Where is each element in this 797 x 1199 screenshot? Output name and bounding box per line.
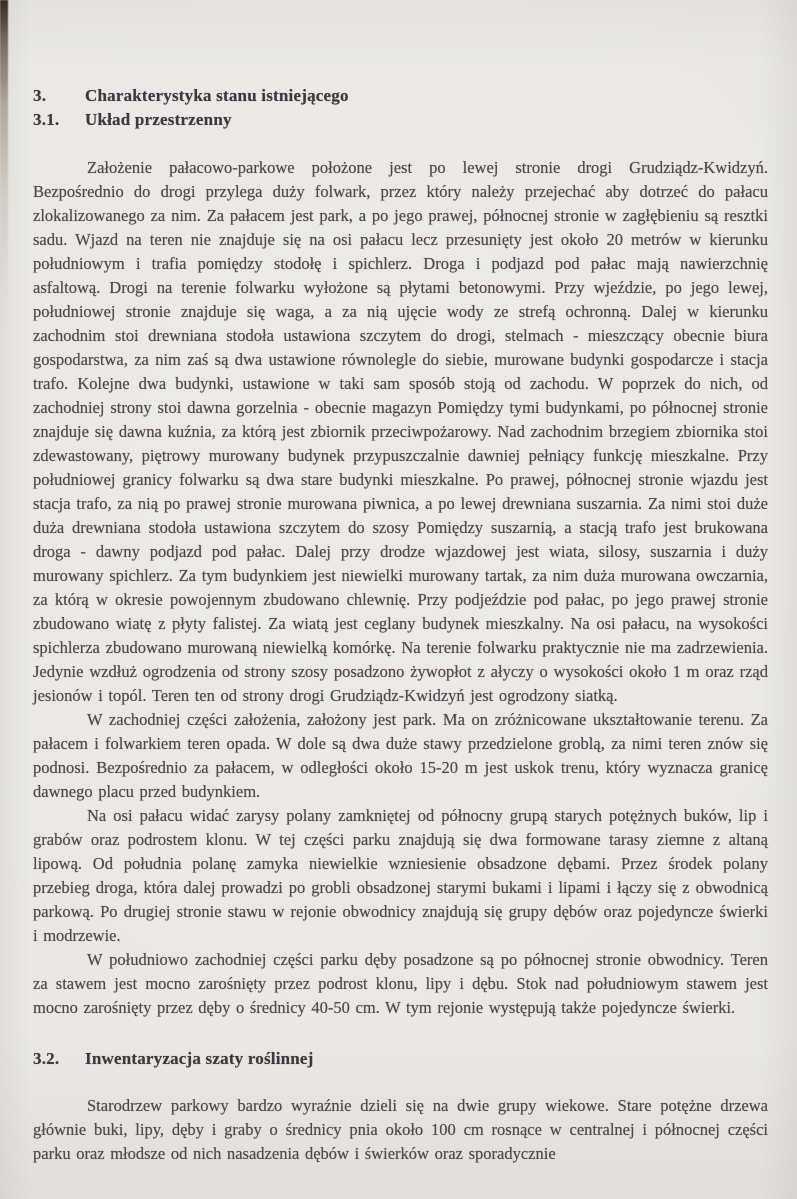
heading-number: 3.2.: [33, 1049, 60, 1068]
section-3-1-body: [33, 156, 768, 1020]
body-paragraph: W zachodniej części założenia, założony jest park. Ma on zróżnicowane ukształtowanie terenu. Za pałacem i folwarkiem teren opada. W dole są dwa duże stawy przedzielone groblą, za nimi teren znów się podnosi. Bezpośrednio za pałacem, w odległości około 15-20 m jest uskok trenu, który wyznacza granicę dawnego placu przed budynkiem.: [33, 710, 768, 801]
heading-title: Charakterystyka stanu istniejącego: [85, 86, 349, 105]
body-paragraph: Założenie pałacowo-parkowe położone jest po lewej stronie drogi Grudziądz-Kwidzyń. Bezpośrednio do drogi przylega duży folwark, przez który należy przejechać aby dotrzeć do pałacu zlokalizowanego za nim. Za pałacem jest park, a po jego prawej, północnej stronie w zagłębieniu są resztki sadu. Wjazd na teren nie znajduje się na osi pałacu lecz przesunięty jest około 20 metrów w kierunku południowym i trafia pomiędzy stodołę i spichlerz. Droga i podjazd pod pałac mają nawierzchnię asfaltową. Drogi na terenie folwarku wyłożone są płytami betonowymi. Przy wjeździe, po jego lewej, południowej stronie znajduje się waga, a za nią ujęcie wody ze strefą ochronną. Dalej w kierunku zachodnim stoi drewniana stodoła ustawiona szczytem do drogi, stelmach - mieszczący obecnie biura gospodarstwa, za nim zaś są dwa ustawione równolegle do siebie, murowane budynki gospodarcze i stacja trafo. Kolejne dwa budynki, ustawione w taki sam sposób stoją od zachodu. W poprzek do nich, od zachodniej strony stoi dawna gorzelnia - obecnie magazyn Pomiędzy tymi budynkami, po północnej stronie znajduje się dawna kuźnia, za którą jest zbiornik przeciwpożarowy. Nad zachodnim brzegiem zbiornika stoi zdewastowany, piętrowy murowany budynek przypuszczalnie dawniej pełniący funkcję mieszkalne. Przy południowej granicy folwarku są dwa stare budynki mieszkalne. Po prawej, północnej stronie wjazdu jest stacja trafo, za nią po prawej stronie murowana piwnica, a po lewej drewniana suszarnia. Za nimi stoi duże duża drewniana stodoła ustawiona szczytem do szosy Pomiędzy suszarnią, a stacją trafo jest brukowana droga - dawny podjazd pod pałac. Dalej przy drodze wjazdowej jest wiata, silosy, suszarnia i duży murowany spichlerz. Za tym budynkiem jest niewielki murowany tartak, za nim duża murowana owczarnia, za którą w okresie powojennym zbudowano chlewnię. Przy podjeździe pod pałac, po jego prawej stronie zbudowano wiatę z płyty falistej. Za wiatą jest ceglany budynek mieszkalny. Na osi pałacu, na wysokości spichlerza zbudowano murowaną niewielką komórkę. Na terenie folwarku praktycznie nie ma zadrzewienia. Jedynie wzdłuż ogrodzenia od strony szosy posadzono żywopłot z ałyczy o wysokości około 1 m oraz rząd jesionów i topól. Teren ten od strony drogi Grudziądz-Kwidzyń jest ogrodzony siatką.: [33, 158, 768, 705]
body-paragraph: Starodrzew parkowy bardzo wyraźnie dzieli się na dwie grupy wiekowe. Stare potężne drzewa głównie buki, lipy, dęby i graby o średnicy pnia około 100 cm rosnące w centralnej i północnej części parku oraz młodsze od nich nasadzenia dębów i świerków oraz sporadycznie: [33, 1096, 768, 1163]
heading-title: Układ przestrzenny: [85, 110, 232, 129]
heading-title: Inwentaryzacja szaty roślinnej: [85, 1049, 314, 1068]
body-paragraph: W południowo zachodniej części parku dęby posadzone są po północnej stronie obwodnicy. Teren za stawem jest mocno zarośnięty przez podrost klonu, lipy i dębu. Stok nad południowym stawem jest mocno zarośnięty przez dęby o średnicy 40-50 cm. W tym rejonie występują także pojedyncze świerki.: [33, 950, 768, 1017]
heading-number: 3.1.: [33, 110, 60, 129]
body-paragraph: Na osi pałacu widać zarysy polany zamkniętej od północny grupą starych potężnych buków, lip i grabów oraz podrostem klonu. W tej części parku znajdują się dwa formowane tarasy ziemne z altaną lipową. Od południa polanę zamyka niewielkie wzniesienie obsadzone dębami. Przez środek polany przebieg droga, która dalej prowadzi po grobli obsadzonej starymi bukami i lipami i łączy się z obwodnicą parkową. Po drugiej stronie stawu w rejonie obwodnicy znajdują się grupy dębów oraz pojedyncze świerki i modrzewie.: [33, 806, 768, 945]
section-heading-3: [33, 84, 768, 108]
section-heading-3-2: [33, 1047, 768, 1071]
section-heading-3-1: [33, 108, 768, 132]
scan-edge-artifact: [0, 0, 8, 340]
heading-number: 3.: [33, 86, 47, 105]
document-content: [33, 84, 768, 1166]
section-3-2-body: [33, 1094, 768, 1166]
